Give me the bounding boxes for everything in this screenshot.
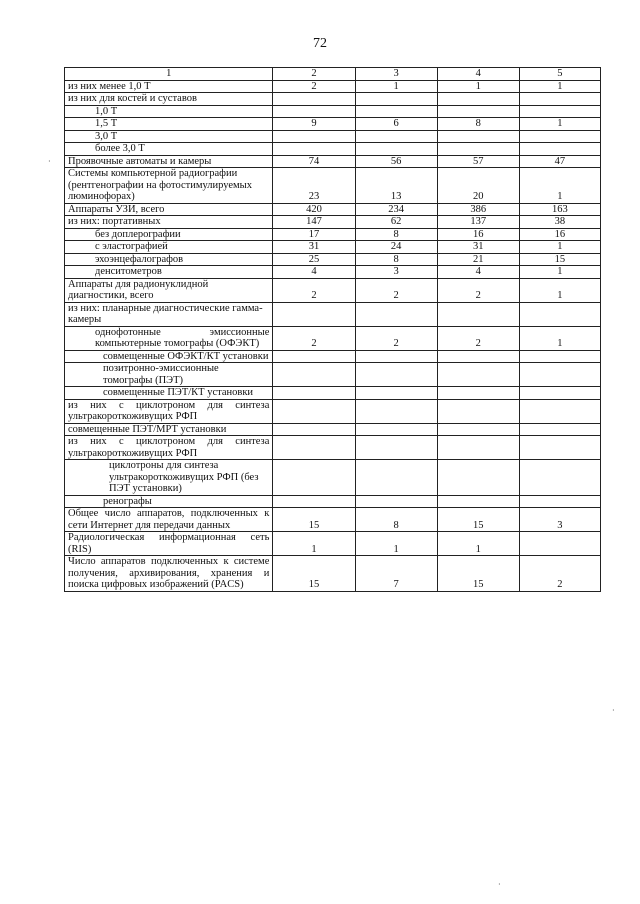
value-cell: 2 bbox=[355, 326, 437, 350]
value-cell bbox=[273, 130, 355, 143]
value-cell: 1 bbox=[437, 532, 519, 556]
table-row bbox=[65, 241, 601, 254]
row-label: Число аппаратов подключенных к системе получения, архивирования, хранения и поиска цифровых изображений (PACS) bbox=[65, 556, 273, 592]
value-cell bbox=[519, 423, 600, 436]
header-cell: 2 bbox=[273, 68, 355, 81]
value-cell: 1 bbox=[519, 80, 600, 93]
table-row bbox=[65, 168, 601, 204]
value-cell: 4 bbox=[437, 266, 519, 279]
row-label: денситометров bbox=[65, 266, 273, 279]
row-label: циклотроны для синтеза ультракороткоживущих РФП (без ПЭТ установки) bbox=[65, 460, 273, 496]
value-cell: 2 bbox=[273, 278, 355, 302]
table-row bbox=[65, 423, 601, 436]
table-row bbox=[65, 556, 601, 592]
value-cell bbox=[273, 143, 355, 156]
row-label: Аппараты для радионуклидной диагностики, всего bbox=[65, 278, 273, 302]
row-label: позитронно-эмиссионные томографы (ПЭТ) bbox=[65, 363, 273, 387]
value-cell: 16 bbox=[437, 228, 519, 241]
table-row bbox=[65, 278, 601, 302]
table-row bbox=[65, 495, 601, 508]
row-label: из них менее 1,0 Т bbox=[65, 80, 273, 93]
value-cell bbox=[355, 495, 437, 508]
row-label: более 3,0 Т bbox=[65, 143, 273, 156]
value-cell bbox=[355, 302, 437, 326]
value-cell bbox=[519, 436, 600, 460]
value-cell: 2 bbox=[519, 556, 600, 592]
value-cell bbox=[437, 460, 519, 496]
value-cell bbox=[355, 387, 437, 400]
value-cell bbox=[273, 387, 355, 400]
value-cell: 2 bbox=[273, 80, 355, 93]
value-cell: 386 bbox=[437, 203, 519, 216]
value-cell: 1 bbox=[437, 80, 519, 93]
value-cell bbox=[437, 363, 519, 387]
row-label: Проявочные автоматы и камеры bbox=[65, 155, 273, 168]
row-label: из них для костей и суставов bbox=[65, 93, 273, 106]
value-cell: 8 bbox=[437, 118, 519, 131]
row-label: эхоэнцефалографов bbox=[65, 253, 273, 266]
row-label: Общее число аппаратов, подключенных к сети Интернет для передачи данных bbox=[65, 508, 273, 532]
value-cell bbox=[437, 387, 519, 400]
equipment-table bbox=[64, 67, 601, 592]
value-cell bbox=[437, 302, 519, 326]
value-cell: 15 bbox=[437, 556, 519, 592]
value-cell: 38 bbox=[519, 216, 600, 229]
table-body bbox=[65, 68, 601, 592]
value-cell: 8 bbox=[355, 228, 437, 241]
table-row bbox=[65, 80, 601, 93]
value-cell bbox=[355, 399, 437, 423]
header-cell: 4 bbox=[437, 68, 519, 81]
row-label: Аппараты УЗИ, всего bbox=[65, 203, 273, 216]
table-row bbox=[65, 326, 601, 350]
table-row bbox=[65, 363, 601, 387]
value-cell: 1 bbox=[519, 266, 600, 279]
value-cell bbox=[437, 350, 519, 363]
value-cell: 15 bbox=[273, 556, 355, 592]
row-label: совмещенные ПЭТ/МРТ установки bbox=[65, 423, 273, 436]
value-cell bbox=[273, 460, 355, 496]
value-cell bbox=[437, 423, 519, 436]
value-cell: 20 bbox=[437, 168, 519, 204]
value-cell bbox=[273, 399, 355, 423]
value-cell: 2 bbox=[355, 278, 437, 302]
row-label: из них с циклотроном для синтеза ультракороткоживущих РФП bbox=[65, 399, 273, 423]
row-label: однофотонные эмиссионные компьютерные томографы (ОФЭКТ) bbox=[65, 326, 273, 350]
value-cell bbox=[519, 350, 600, 363]
table-row bbox=[65, 216, 601, 229]
page-number: 72 bbox=[313, 36, 327, 51]
value-cell: 1 bbox=[519, 326, 600, 350]
value-cell bbox=[519, 460, 600, 496]
table-row bbox=[65, 155, 601, 168]
value-cell bbox=[355, 436, 437, 460]
value-cell: 2 bbox=[437, 326, 519, 350]
table-row bbox=[65, 460, 601, 496]
value-cell bbox=[273, 350, 355, 363]
value-cell: 1 bbox=[519, 168, 600, 204]
table-row bbox=[65, 130, 601, 143]
value-cell bbox=[355, 130, 437, 143]
row-label: без доплерографии bbox=[65, 228, 273, 241]
table-row bbox=[65, 266, 601, 279]
value-cell bbox=[355, 143, 437, 156]
value-cell bbox=[519, 105, 600, 118]
table-row bbox=[65, 143, 601, 156]
value-cell: 2 bbox=[273, 326, 355, 350]
value-cell bbox=[519, 532, 600, 556]
value-cell bbox=[437, 130, 519, 143]
value-cell: 1 bbox=[519, 241, 600, 254]
value-cell: 2 bbox=[437, 278, 519, 302]
value-cell: 23 bbox=[273, 168, 355, 204]
row-label: 3,0 Т bbox=[65, 130, 273, 143]
value-cell bbox=[519, 143, 600, 156]
value-cell bbox=[437, 436, 519, 460]
table-row bbox=[65, 532, 601, 556]
value-cell bbox=[519, 399, 600, 423]
row-label: Системы компьютерной радиографии (рентгенографии на фотостимулируемых люминофорах) bbox=[65, 168, 273, 204]
row-label: из них с циклотроном для синтеза ультракороткоживущих РФП bbox=[65, 436, 273, 460]
value-cell: 15 bbox=[519, 253, 600, 266]
value-cell: 1 bbox=[519, 118, 600, 131]
header-row bbox=[65, 68, 601, 81]
value-cell: 1 bbox=[519, 278, 600, 302]
value-cell bbox=[437, 93, 519, 106]
header-cell: 5 bbox=[519, 68, 600, 81]
value-cell: 9 bbox=[273, 118, 355, 131]
table-row bbox=[65, 399, 601, 423]
value-cell: 1 bbox=[355, 532, 437, 556]
value-cell bbox=[519, 387, 600, 400]
value-cell bbox=[519, 302, 600, 326]
value-cell: 15 bbox=[437, 508, 519, 532]
value-cell: 137 bbox=[437, 216, 519, 229]
row-label: из них: планарные диагностические гамма-камеры bbox=[65, 302, 273, 326]
value-cell bbox=[273, 302, 355, 326]
value-cell: 31 bbox=[437, 241, 519, 254]
row-label: 1,5 Т bbox=[65, 118, 273, 131]
table-row bbox=[65, 302, 601, 326]
row-label: совмещенные ОФЭКТ/КТ установки bbox=[65, 350, 273, 363]
table-row bbox=[65, 508, 601, 532]
value-cell: 25 bbox=[273, 253, 355, 266]
row-label: с эластографией bbox=[65, 241, 273, 254]
scan-speck: · bbox=[48, 157, 51, 166]
value-cell: 4 bbox=[273, 266, 355, 279]
value-cell: 24 bbox=[355, 241, 437, 254]
row-label: совмещенные ПЭТ/КТ установки bbox=[65, 387, 273, 400]
value-cell: 7 bbox=[355, 556, 437, 592]
value-cell: 163 bbox=[519, 203, 600, 216]
value-cell bbox=[437, 105, 519, 118]
value-cell: 15 bbox=[273, 508, 355, 532]
table-row bbox=[65, 436, 601, 460]
value-cell: 31 bbox=[273, 241, 355, 254]
value-cell bbox=[273, 105, 355, 118]
value-cell: 6 bbox=[355, 118, 437, 131]
value-cell: 1 bbox=[355, 80, 437, 93]
value-cell: 57 bbox=[437, 155, 519, 168]
value-cell: 1 bbox=[273, 532, 355, 556]
value-cell bbox=[355, 363, 437, 387]
value-cell bbox=[273, 93, 355, 106]
value-cell bbox=[355, 460, 437, 496]
table-row bbox=[65, 387, 601, 400]
value-cell bbox=[273, 363, 355, 387]
value-cell bbox=[355, 423, 437, 436]
value-cell: 62 bbox=[355, 216, 437, 229]
value-cell: 56 bbox=[355, 155, 437, 168]
scan-speck: · bbox=[612, 706, 615, 715]
header-cell: 3 bbox=[355, 68, 437, 81]
table-row bbox=[65, 203, 601, 216]
value-cell: 16 bbox=[519, 228, 600, 241]
value-cell bbox=[519, 363, 600, 387]
value-cell bbox=[273, 495, 355, 508]
value-cell bbox=[355, 350, 437, 363]
value-cell: 21 bbox=[437, 253, 519, 266]
value-cell bbox=[437, 143, 519, 156]
value-cell bbox=[355, 93, 437, 106]
table-row bbox=[65, 350, 601, 363]
value-cell: 17 bbox=[273, 228, 355, 241]
value-cell bbox=[519, 495, 600, 508]
value-cell: 3 bbox=[519, 508, 600, 532]
value-cell bbox=[519, 93, 600, 106]
value-cell bbox=[273, 423, 355, 436]
table-row bbox=[65, 118, 601, 131]
value-cell: 8 bbox=[355, 508, 437, 532]
value-cell bbox=[519, 130, 600, 143]
scan-speck: · bbox=[498, 880, 501, 889]
header-cell: 1 bbox=[65, 68, 273, 81]
table-row bbox=[65, 228, 601, 241]
row-label: Радиологическая информационная сеть (RIS) bbox=[65, 532, 273, 556]
value-cell bbox=[437, 399, 519, 423]
table-row bbox=[65, 93, 601, 106]
row-label: ренографы bbox=[65, 495, 273, 508]
value-cell: 8 bbox=[355, 253, 437, 266]
value-cell: 420 bbox=[273, 203, 355, 216]
value-cell: 3 bbox=[355, 266, 437, 279]
row-label: 1,0 Т bbox=[65, 105, 273, 118]
table-row bbox=[65, 105, 601, 118]
value-cell: 147 bbox=[273, 216, 355, 229]
value-cell bbox=[273, 436, 355, 460]
value-cell: 234 bbox=[355, 203, 437, 216]
value-cell bbox=[355, 105, 437, 118]
value-cell: 13 bbox=[355, 168, 437, 204]
table-row bbox=[65, 253, 601, 266]
row-label: из них: портативных bbox=[65, 216, 273, 229]
value-cell: 74 bbox=[273, 155, 355, 168]
value-cell: 47 bbox=[519, 155, 600, 168]
value-cell bbox=[437, 495, 519, 508]
